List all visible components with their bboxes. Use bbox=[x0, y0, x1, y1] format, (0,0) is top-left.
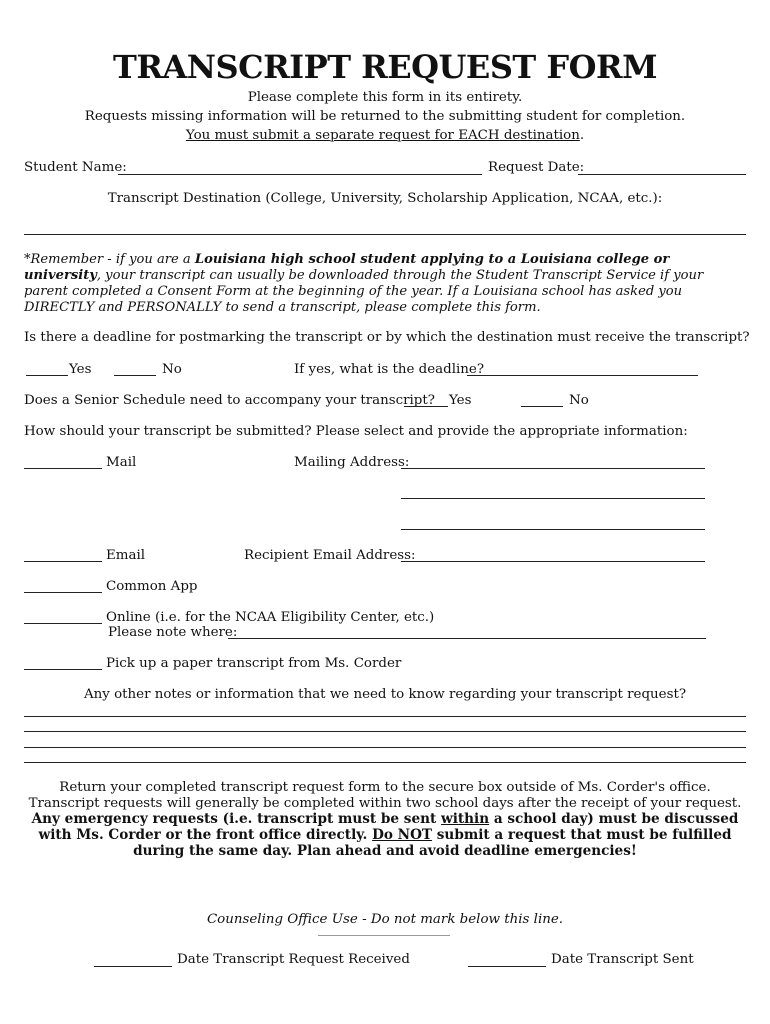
online-field[interactable] bbox=[24, 623, 102, 624]
emergency-part-a: Any emergency requests (i.e. transcript must be sent bbox=[31, 811, 442, 827]
pickup-field[interactable] bbox=[24, 669, 102, 670]
intro-block bbox=[0, 88, 770, 145]
emergency-do-not: Do NOT bbox=[372, 827, 433, 843]
mailing-address-line-2[interactable] bbox=[401, 498, 705, 499]
intro-line-3-underlined: You must submit a separate request for EACH destination bbox=[185, 128, 580, 143]
senior-yes-field[interactable] bbox=[404, 406, 448, 407]
intro-line-3-end: . bbox=[579, 128, 585, 143]
deadline-if-yes-label: If yes, what is the deadline? bbox=[294, 362, 485, 377]
mail-field[interactable] bbox=[24, 468, 102, 469]
common-app-field[interactable] bbox=[24, 592, 102, 593]
mail-label: Mail bbox=[106, 455, 137, 470]
date-received-label: Date Transcript Request Received bbox=[177, 952, 410, 967]
recipient-email-label: Recipient Email Address: bbox=[244, 548, 416, 563]
student-name-label: Student Name: bbox=[24, 160, 127, 175]
remember-part-2: , your transcript can usually be downloaded through the Student Transcript Service if your parent completed a Consent Form at the beginning of the year. If a Louisiana school has asked you DIRECTLY and PERSONALLY to send a transcript, please complete this form. bbox=[24, 268, 704, 315]
common-app-label: Common App bbox=[106, 579, 198, 594]
email-field[interactable] bbox=[24, 561, 102, 562]
senior-yes-label: Yes bbox=[449, 393, 472, 408]
please-note-label: Please note where: bbox=[108, 625, 238, 640]
return-instructions: Return your completed transcript request form to the secure box outside of Ms. Corder's office. Transcript requests will generally be completed within two school days after the receipt of your request. bbox=[28, 780, 742, 811]
remember-bold: Louisiana high school student applying to a Louisiana college or university bbox=[24, 252, 670, 283]
date-received-field[interactable] bbox=[94, 966, 172, 967]
date-sent-label: Date Transcript Sent bbox=[551, 952, 694, 967]
mailing-address-line-3[interactable] bbox=[401, 529, 705, 530]
emergency-part-c: submit a request that must be fulfilled during the same day. Plan ahead and avoid deadline emergencies! bbox=[133, 827, 732, 859]
notes-line-1[interactable] bbox=[24, 716, 746, 717]
page-title: TRANSCRIPT REQUEST FORM bbox=[113, 48, 657, 86]
please-note-field[interactable] bbox=[228, 638, 706, 639]
request-date-label: Request Date: bbox=[488, 160, 585, 175]
request-date-field[interactable] bbox=[578, 174, 746, 175]
mailing-address-line-1[interactable] bbox=[401, 468, 705, 469]
emergency-within: within bbox=[441, 811, 490, 827]
pickup-label: Pick up a paper transcript from Ms. Corder bbox=[106, 656, 402, 671]
senior-no-field[interactable] bbox=[521, 406, 563, 407]
email-label: Email bbox=[106, 548, 146, 563]
online-label: Online (i.e. for the NCAA Eligibility Center, etc.) bbox=[106, 610, 435, 625]
notes-question: Any other notes or information that we need to know regarding your transcript request? bbox=[83, 687, 687, 702]
emergency-notice bbox=[24, 811, 746, 859]
notes-line-3[interactable] bbox=[24, 747, 746, 748]
recipient-email-field[interactable] bbox=[401, 561, 705, 562]
mailing-address-label: Mailing Address: bbox=[294, 455, 410, 470]
notes-line-2[interactable] bbox=[24, 731, 746, 732]
submission-question: How should your transcript be submitted? Please select and provide the appropriate information: bbox=[24, 424, 688, 439]
emergency-part-b: a school day) must be discussed with Ms. Corder or the front office directly. bbox=[38, 811, 739, 843]
intro-line-3 bbox=[0, 126, 770, 145]
remember-part-1: *Remember - if you are a bbox=[24, 252, 195, 267]
senior-no-label: No bbox=[569, 393, 589, 408]
senior-schedule-question: Does a Senior Schedule need to accompany your transcript? bbox=[24, 393, 435, 408]
office-use-label: Counseling Office Use - Do not mark below this line. bbox=[206, 912, 564, 927]
remember-note bbox=[24, 252, 748, 316]
destination-field[interactable] bbox=[24, 234, 746, 235]
deadline-yes-field[interactable] bbox=[26, 375, 68, 376]
intro-line-2: Requests missing information will be returned to the submitting student for completion. bbox=[84, 109, 686, 124]
deadline-date-field[interactable] bbox=[467, 375, 698, 376]
date-sent-field[interactable] bbox=[468, 966, 546, 967]
notes-line-4[interactable] bbox=[24, 762, 746, 763]
office-use-divider bbox=[318, 935, 450, 936]
intro-line-1: Please complete this form in its entirety. bbox=[247, 90, 523, 105]
deadline-no-field[interactable] bbox=[114, 375, 156, 376]
deadline-no-label: No bbox=[162, 362, 182, 377]
deadline-question: Is there a deadline for postmarking the transcript or by which the destination must receive the transcript? bbox=[24, 330, 750, 345]
deadline-yes-label: Yes bbox=[69, 362, 92, 377]
destination-label: Transcript Destination (College, University, Scholarship Application, NCAA, etc.): bbox=[107, 191, 663, 206]
student-name-field[interactable] bbox=[118, 174, 482, 175]
